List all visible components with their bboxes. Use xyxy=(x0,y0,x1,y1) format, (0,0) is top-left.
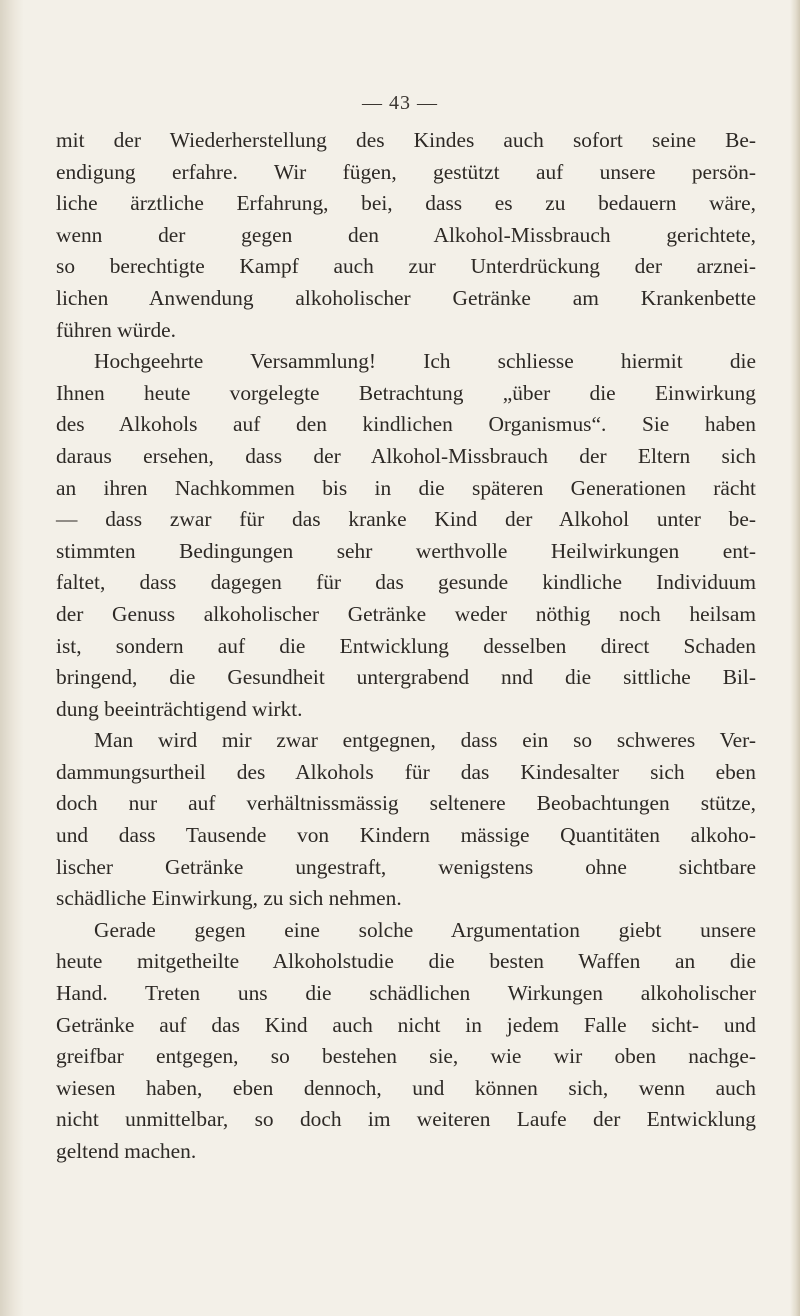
text-line: heute mitgetheilte Alkoholstudie die besten Waffen an die xyxy=(56,949,756,974)
text-line: doch nur auf verhältnissmässig seltenere Beobachtungen stütze, xyxy=(56,791,756,816)
text-line: lichen Anwendung alkoholischer Getränke am Krankenbette xyxy=(56,285,756,310)
text-line: greifbar entgegen, so bestehen sie, wie wir oben nachge- xyxy=(56,1044,756,1069)
text-line: — dass zwar für das kranke Kind der Alkohol unter be- xyxy=(56,507,756,532)
text-line: stimmten Bedingungen sehr werthvolle Heilwirkungen ent- xyxy=(56,538,756,563)
text-line: faltet, dass dagegen für das gesunde kindliche Individuum xyxy=(56,570,756,595)
text-line: Ihnen heute vorgelegte Betrachtung „über die Einwirkung xyxy=(56,380,756,405)
text-line: dung beeinträchtigend wirkt. xyxy=(56,696,303,721)
text-line: mit der Wiederherstellung des Kindes auch sofort seine Be- xyxy=(56,128,756,152)
text-line: endigung erfahre. Wir fügen, gestützt auf unsere persön- xyxy=(56,159,756,184)
text-line: der Genuss alkoholischer Getränke weder nöthig noch heilsam xyxy=(56,601,756,626)
text-line: wiesen haben, eben dennoch, und können sich, wenn auch xyxy=(56,1075,756,1100)
text-line: und dass Tausende von Kindern mässige Quantitäten alkoho- xyxy=(56,823,756,848)
text-line: lischer Getränke ungestraft, wenigstens ohne sichtbare xyxy=(56,854,756,879)
text-line: wenn der gegen den Alkohol-Missbrauch gerichtete, xyxy=(56,222,756,247)
text-line: Getränke auf das Kind auch nicht in jedem Falle sicht- und xyxy=(56,1012,756,1037)
page-left-shadow xyxy=(0,0,24,1316)
text-line: Hand. Treten uns die schädlichen Wirkungen alkoholischer xyxy=(56,981,756,1006)
text-line: des Alkohols auf den kindlichen Organismus“. Sie haben xyxy=(56,412,756,437)
text-line: geltend machen. xyxy=(56,1139,197,1163)
text-line: ist, sondern auf die Entwicklung desselben direct Schaden xyxy=(56,633,756,658)
text-line: bringend, die Gesundheit untergrabend nnd die sittliche Bil- xyxy=(56,665,756,690)
text-line: schädliche Einwirkung, zu sich nehmen. xyxy=(56,886,402,911)
page-right-edge xyxy=(790,0,800,1316)
text-line: an ihren Nachkommen bis in die späteren Generationen rächt xyxy=(56,475,756,500)
text-line: Hochgeehrte Versammlung! Ich schliesse hiermit die xyxy=(94,349,756,374)
text-line: Man wird mir zwar entgegnen, dass ein so schweres Ver- xyxy=(94,728,756,753)
text-line: so berechtigte Kampf auch zur Unterdrückung der arznei- xyxy=(56,254,756,279)
text-line: nicht unmittelbar, so doch im weiteren Laufe der Entwicklung xyxy=(56,1107,756,1132)
page-number: — 43 — xyxy=(362,92,438,114)
text-line: Gerade gegen eine solche Argumentation giebt unsere xyxy=(94,917,756,942)
text-line: liche ärztliche Erfahrung, bei, dass es zu bedauern wäre, xyxy=(56,191,756,216)
body-text xyxy=(56,125,756,1168)
text-line: führen würde. xyxy=(56,317,176,342)
text-line: daraus ersehen, dass der Alkohol-Missbrauch der Eltern sich xyxy=(56,443,756,468)
text-line: dammungsurtheil des Alkohols für das Kindesalter sich eben xyxy=(56,759,756,784)
